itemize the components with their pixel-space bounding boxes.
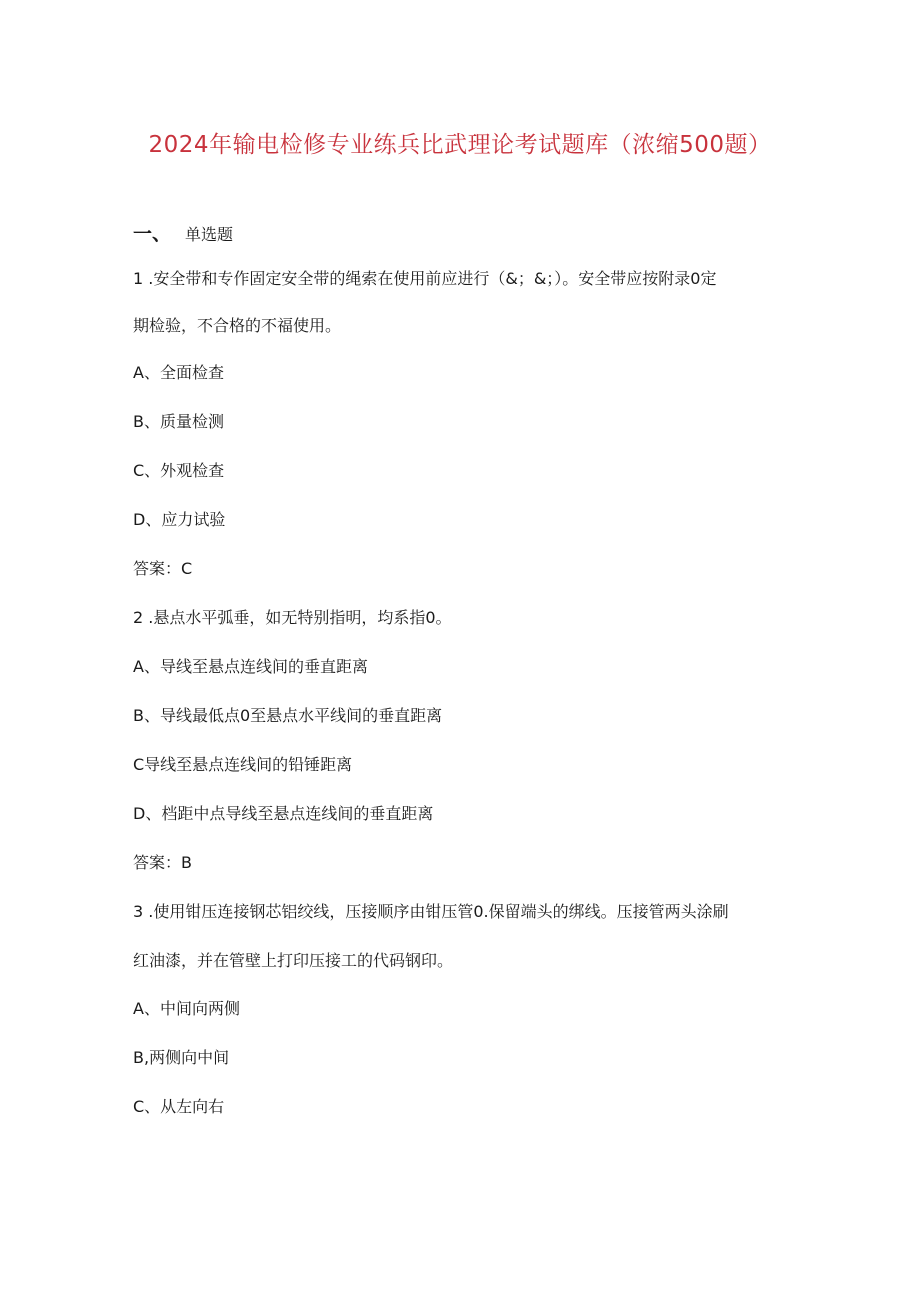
question-3-option-a: A、中间向两侧 <box>133 999 240 1018</box>
question-3-option-c: C、从左向右 <box>133 1097 225 1116</box>
question-1-answer: 答案：C <box>133 559 193 578</box>
question-2-answer: 答案：B <box>133 853 192 872</box>
section-title: 单选题 <box>185 225 234 244</box>
question-1-option-c: C、外观检查 <box>133 461 225 480</box>
question-2-option-d: D、档距中点导线至悬点连线间的垂直距离 <box>133 804 434 823</box>
question-3-option-b: B,两侧向中间 <box>133 1048 230 1067</box>
document-title: 2024年输电检修专业练兵比武理论考试题库（浓缩500题） <box>148 132 772 158</box>
question-3-stem-line-2: 红油漆，并在管壁上打印压接工的代码钢印。 <box>133 951 454 970</box>
question-1-stem-line-2: 期检验，不合格的不福使用。 <box>133 316 342 335</box>
question-1-option-a: A、全面检查 <box>133 363 224 382</box>
question-3-stem-line-1: 3 .使用钳压连接钢芯铝绞线，压接顺序由钳压管0.保留端头的绑线。压接管两头涂刷 <box>133 902 729 921</box>
question-2-option-c: C导线至悬点连线间的铅锤距离 <box>133 755 353 774</box>
question-1-option-d: D、应力试验 <box>133 510 226 529</box>
section-heading <box>133 219 233 246</box>
section-number: 一、 <box>133 223 172 245</box>
question-2-stem: 2 .悬点水平弧垂，如无特别指明，均系指0。 <box>133 608 452 627</box>
question-1-option-b: B、质量检测 <box>133 412 224 431</box>
question-2-option-a: A、导线至悬点连线间的垂直距离 <box>133 657 368 676</box>
question-2-option-b: B、导线最低点0至悬点水平线间的垂直距离 <box>133 706 443 725</box>
question-1-stem-line-1: 1 .安全带和专作固定安全带的绳索在使用前应进行（&；&；）。安全带应按附录0定 <box>133 269 717 288</box>
